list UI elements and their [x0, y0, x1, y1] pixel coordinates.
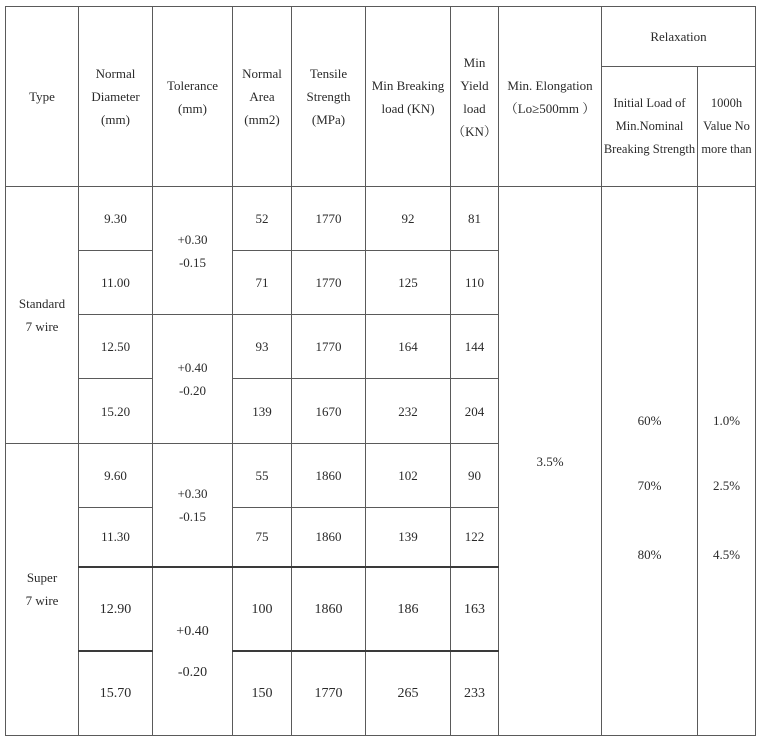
tolerance-minus: -0.20: [178, 382, 207, 398]
tolerance-cell: [153, 187, 233, 315]
initial-load-value: 80%: [637, 546, 662, 562]
breaking-cell: 125: [366, 251, 451, 315]
breaking-cell: 186: [366, 567, 451, 651]
breaking-cell: 164: [366, 315, 451, 379]
breaking-cell: 92: [366, 187, 451, 251]
diameter-cell: 11.30: [79, 507, 153, 567]
header-type: Type: [6, 7, 79, 187]
relaxation-value-cell: [698, 187, 756, 736]
area-cell: 139: [233, 379, 292, 443]
header-1000h-value: 1000h Value No more than: [698, 67, 756, 187]
tensile-cell: 1770: [292, 651, 366, 735]
diameter-cell: 15.70: [79, 651, 153, 735]
tensile-cell: 1860: [292, 567, 366, 651]
spec-table: [5, 6, 756, 736]
header-diameter: Normal Diameter (mm): [79, 7, 153, 187]
yield-cell: 233: [451, 651, 499, 735]
diameter-cell: 9.30: [79, 187, 153, 251]
yield-cell: 81: [451, 187, 499, 251]
header-relaxation: Relaxation: [602, 7, 756, 67]
type-cell-super: [6, 443, 79, 735]
diameter-cell: 12.90: [79, 567, 153, 651]
tensile-cell: 1770: [292, 315, 366, 379]
yield-cell: 204: [451, 379, 499, 443]
tolerance-plus: +0.40: [177, 359, 208, 375]
diameter-cell: 9.60: [79, 443, 153, 507]
area-cell: 93: [233, 315, 292, 379]
header-yield: Min Yield load （KN）: [451, 7, 499, 187]
tensile-cell: 1670: [292, 379, 366, 443]
elongation-cell: 3.5%: [499, 187, 602, 736]
tensile-cell: 1770: [292, 251, 366, 315]
header-elongation: Min. Elongation （Lo≥500mm ）: [499, 7, 602, 187]
yield-cell: 90: [451, 443, 499, 507]
diameter-cell: 11.00: [79, 251, 153, 315]
area-cell: 100: [233, 567, 292, 651]
header-tensile: Tensile Strength (MPa): [292, 7, 366, 187]
diameter-cell: 12.50: [79, 315, 153, 379]
yield-cell: 122: [451, 507, 499, 567]
header-breaking: Min Breaking load (KN): [366, 7, 451, 187]
header-area: Normal Area (mm2): [233, 7, 292, 187]
initial-load-value: 60%: [637, 412, 662, 428]
area-cell: 75: [233, 507, 292, 567]
tolerance-plus: +0.30: [177, 231, 208, 247]
tolerance-cell: [153, 567, 233, 735]
tensile-cell: 1770: [292, 187, 366, 251]
area-cell: 71: [233, 251, 292, 315]
type-label: 7 wire: [25, 593, 59, 609]
header-tolerance: Tolerance (mm): [153, 7, 233, 187]
diameter-cell: 15.20: [79, 379, 153, 443]
yield-cell: 110: [451, 251, 499, 315]
type-label: Super: [26, 570, 58, 586]
header-initial-load: Initial Load of Min.Nominal Breaking Strength: [602, 67, 698, 187]
relaxation-value: 4.5%: [712, 546, 741, 562]
area-cell: 52: [233, 187, 292, 251]
tolerance-cell: [153, 315, 233, 443]
breaking-cell: 139: [366, 507, 451, 567]
tensile-cell: 1860: [292, 443, 366, 507]
initial-load-value: 70%: [637, 477, 662, 493]
type-label: Standard: [18, 295, 66, 311]
initial-load-cell: [602, 187, 698, 736]
tolerance-minus: -0.15: [178, 254, 207, 270]
tolerance-minus: -0.15: [178, 508, 207, 524]
breaking-cell: 265: [366, 651, 451, 735]
relaxation-value: 2.5%: [712, 477, 741, 493]
tensile-cell: 1860: [292, 507, 366, 567]
yield-cell: 144: [451, 315, 499, 379]
relaxation-value: 1.0%: [712, 412, 741, 428]
tolerance-cell: [153, 443, 233, 567]
tolerance-plus: +0.40: [176, 623, 209, 639]
tolerance-minus: -0.20: [177, 664, 208, 680]
tolerance-plus: +0.30: [177, 485, 208, 501]
area-cell: 150: [233, 651, 292, 735]
type-cell-standard: [6, 187, 79, 443]
area-cell: 55: [233, 443, 292, 507]
type-label: 7 wire: [25, 318, 59, 334]
breaking-cell: 232: [366, 379, 451, 443]
breaking-cell: 102: [366, 443, 451, 507]
yield-cell: 163: [451, 567, 499, 651]
